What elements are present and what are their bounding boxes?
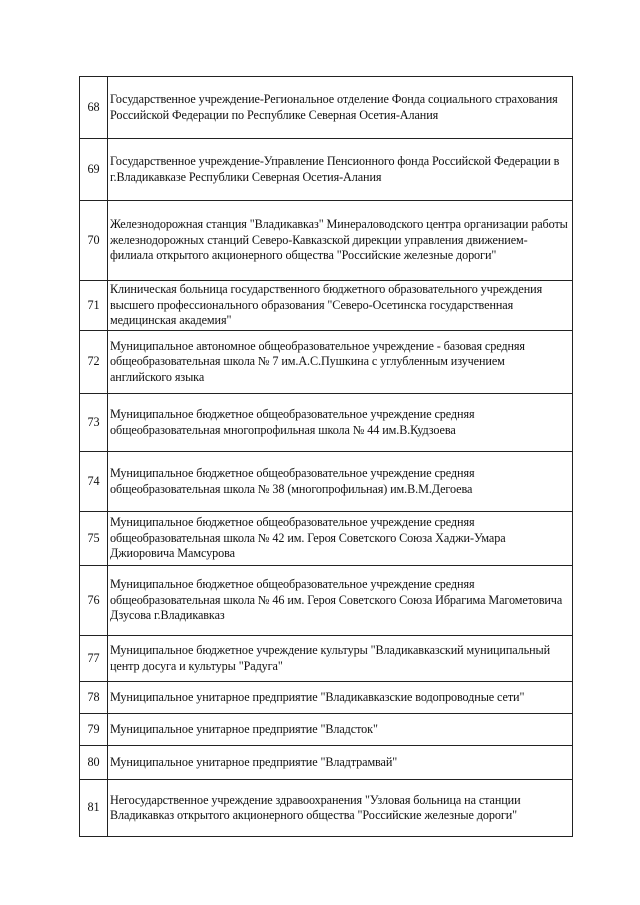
table-row (80, 77, 573, 139)
organization-name: Муниципальное бюджетное общеобразовательное учреждение средняя общеобразовательная школа № 42 им. Героя Советского Союза Хаджи-Умара Джиоровича Мамсурова (108, 512, 573, 566)
table-row (80, 512, 573, 566)
row-number: 74 (80, 452, 108, 512)
table-row (80, 636, 573, 682)
row-number: 76 (80, 566, 108, 636)
table-row (80, 566, 573, 636)
row-number: 78 (80, 682, 108, 714)
organization-name: Муниципальное унитарное предприятие "Владсток" (108, 714, 573, 746)
row-number: 70 (80, 201, 108, 281)
row-number: 77 (80, 636, 108, 682)
organization-name: Государственное учреждение-Региональное отделение Фонда социального страхования Российской Федерации по Республике Северная Осетия-Алания (108, 77, 573, 139)
organization-name: Государственное учреждение-Управление Пенсионного фонда Российской Федерации в г.Владикавказе Республики Северная Осетия-Алания (108, 139, 573, 201)
table-row (80, 746, 573, 780)
row-number: 75 (80, 512, 108, 566)
table-row (80, 201, 573, 281)
row-number: 80 (80, 746, 108, 780)
table-row (80, 714, 573, 746)
organization-name: Клиническая больница государственного бюджетного образовательного учреждения высшего профессионального образования "Северо-Осетинска государственная медицинская академия" (108, 281, 573, 331)
row-number: 72 (80, 331, 108, 394)
row-number: 71 (80, 281, 108, 331)
row-number: 73 (80, 394, 108, 452)
organization-name: Муниципальное унитарное предприятие "Владтрамвай" (108, 746, 573, 780)
row-number: 69 (80, 139, 108, 201)
table-row (80, 394, 573, 452)
organization-name: Муниципальное бюджетное общеобразовательное учреждение средняя общеобразовательная школа № 46 им. Героя Советского Союза Ибрагима Магометовича Дзусова г.Владикавказ (108, 566, 573, 636)
table-row (80, 331, 573, 394)
table-row (80, 780, 573, 837)
table-row (80, 682, 573, 714)
row-number: 81 (80, 780, 108, 837)
table-row (80, 452, 573, 512)
organization-name: Муниципальное унитарное предприятие "Владикавказские водопроводные сети" (108, 682, 573, 714)
organization-name: Негосударственное учреждение здравоохранения "Узловая больница на станции Владикавказ открытого акционерного общества "Российские железные дороги" (108, 780, 573, 837)
organizations-table (79, 76, 573, 837)
row-number: 68 (80, 77, 108, 139)
organization-name: Муниципальное бюджетное общеобразовательное учреждение средняя общеобразовательная многопрофильная школа № 44 им.В.Кудзоева (108, 394, 573, 452)
organization-name: Железнодорожная станция "Владикавказ" Минераловодского центра организации работы железнодорожных станций Северо-Кавказской дирекции управления движением-филиала открытого акционерного общества "Российские железные дороги" (108, 201, 573, 281)
organization-name: Муниципальное бюджетное учреждение культуры "Владикавказский муниципальный центр досуга и культуры "Радуга" (108, 636, 573, 682)
organization-name: Муниципальное автономное общеобразовательное учреждение - базовая средняя общеобразовательная школа № 7 им.А.С.Пушкина с углубленным изучением английского языка (108, 331, 573, 394)
row-number: 79 (80, 714, 108, 746)
table-row (80, 139, 573, 201)
table-row (80, 281, 573, 331)
organization-name: Муниципальное бюджетное общеобразовательное учреждение средняя общеобразовательная школа № 38 (многопрофильная) им.В.М.Дегоева (108, 452, 573, 512)
